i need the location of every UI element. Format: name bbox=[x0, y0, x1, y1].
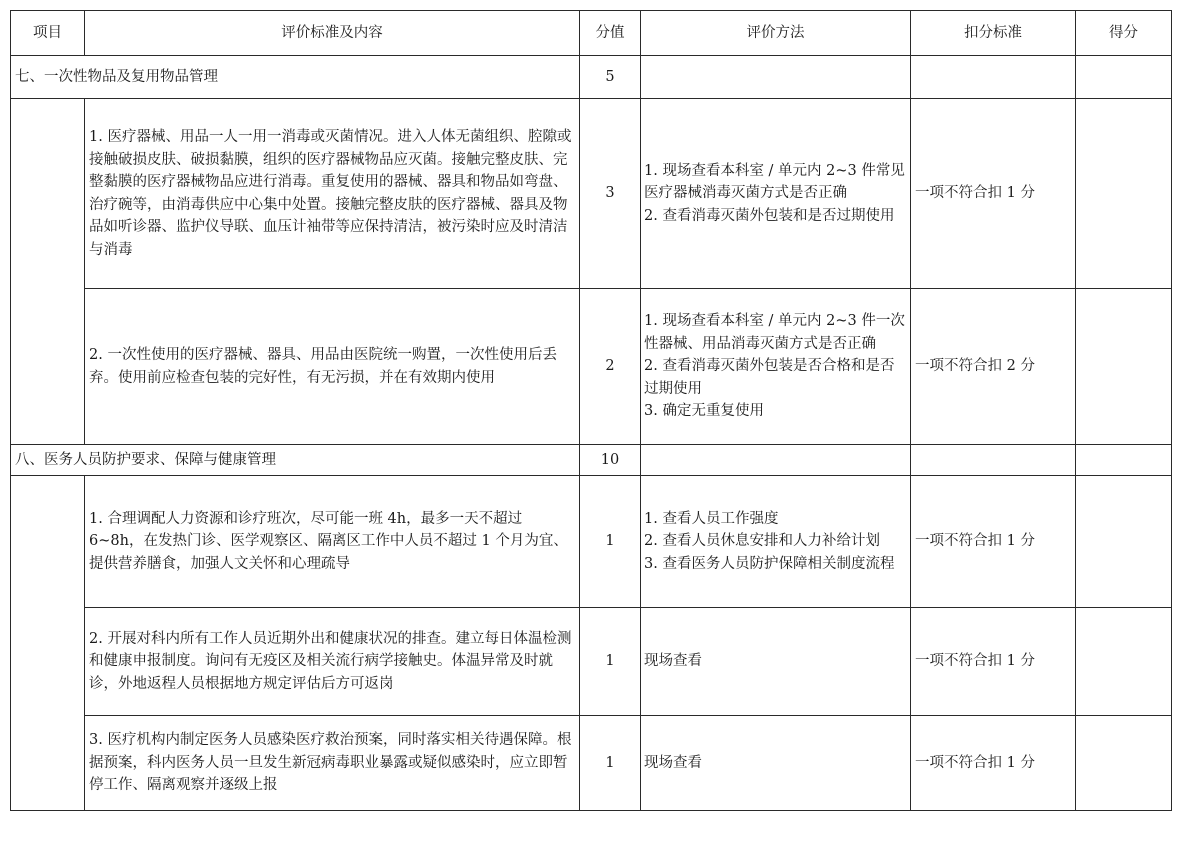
deduction-cell: 一项不符合扣 1 分 bbox=[911, 716, 1076, 811]
header-deduction: 扣分标准 bbox=[911, 11, 1076, 56]
section-title: 八、医务人员防护要求、保障与健康管理 bbox=[11, 445, 580, 476]
item-cell bbox=[11, 476, 85, 811]
result-cell bbox=[1076, 99, 1172, 289]
section-title: 七、一次性物品及复用物品管理 bbox=[11, 56, 580, 99]
method-cell: 1. 查看人员工作强度 2. 查看人员休息安排和人力补给计划 3. 查看医务人员防护保障相关制度流程 bbox=[641, 476, 911, 608]
deduction-cell: 一项不符合扣 1 分 bbox=[911, 99, 1076, 289]
header-result: 得分 bbox=[1076, 11, 1172, 56]
score-cell: 1 bbox=[580, 716, 641, 811]
score-cell: 2 bbox=[580, 289, 641, 445]
score-cell: 3 bbox=[580, 99, 641, 289]
method-cell: 现场查看 bbox=[641, 716, 911, 811]
header-method: 评价方法 bbox=[641, 11, 911, 56]
result-cell bbox=[1076, 716, 1172, 811]
section-result-cell bbox=[1076, 56, 1172, 99]
result-cell bbox=[1076, 608, 1172, 716]
deduction-cell: 一项不符合扣 1 分 bbox=[911, 476, 1076, 608]
criteria-cell: 2. 一次性使用的医疗器械、器具、用品由医院统一购置，一次性使用后丢弃。使用前应检查包装的完好性，有无污损，并在有效期内使用 bbox=[85, 289, 580, 445]
score-cell: 1 bbox=[580, 608, 641, 716]
criteria-cell: 1. 合理调配人力资源和诊疗班次，尽可能一班 4h，最多一天不超过 6~8h，在发热门诊、医学观察区、隔离区工作中人员不超过 1 个月为宜、提供营养膳食，加强人文关怀和心理疏导 bbox=[85, 476, 580, 608]
section-row bbox=[11, 445, 1172, 476]
deduction-cell: 一项不符合扣 1 分 bbox=[911, 608, 1076, 716]
header-row bbox=[11, 11, 1172, 56]
header-criteria: 评价标准及内容 bbox=[85, 11, 580, 56]
method-cell: 1. 现场查看本科室 / 单元内 2~3 件一次性器械、用品消毒灭菌方式是否正确 2. 查看消毒灭菌外包装是否合格和是否过期使用 3. 确定无重复使用 bbox=[641, 289, 911, 445]
header-item: 项目 bbox=[11, 11, 85, 56]
deduction-cell: 一项不符合扣 2 分 bbox=[911, 289, 1076, 445]
criteria-cell: 2. 开展对科内所有工作人员近期外出和健康状况的排查。建立每日体温检测和健康申报制度。询问有无疫区及相关流行病学接触史。体温异常及时就诊，外地返程人员根据地方规定评估后方可返岗 bbox=[85, 608, 580, 716]
score-cell: 1 bbox=[580, 476, 641, 608]
section-score: 5 bbox=[580, 56, 641, 99]
item-cell bbox=[11, 99, 85, 445]
section-deduction-cell bbox=[911, 56, 1076, 99]
section-row bbox=[11, 56, 1172, 99]
table-row bbox=[11, 289, 1172, 445]
section-deduction-cell bbox=[911, 445, 1076, 476]
criteria-cell: 3. 医疗机构内制定医务人员感染医疗救治预案，同时落实相关待遇保障。根据预案，科内医务人员一旦发生新冠病毒职业暴露或疑似感染时，应立即暂停工作、隔离观察并逐级上报 bbox=[85, 716, 580, 811]
header-score: 分值 bbox=[580, 11, 641, 56]
table-row bbox=[11, 608, 1172, 716]
section-method-cell bbox=[641, 445, 911, 476]
table-row bbox=[11, 99, 1172, 289]
section-method-cell bbox=[641, 56, 911, 99]
evaluation-table bbox=[10, 10, 1172, 811]
table-row bbox=[11, 716, 1172, 811]
table-row bbox=[11, 476, 1172, 608]
result-cell bbox=[1076, 289, 1172, 445]
section-score: 10 bbox=[580, 445, 641, 476]
method-cell: 现场查看 bbox=[641, 608, 911, 716]
result-cell bbox=[1076, 476, 1172, 608]
section-result-cell bbox=[1076, 445, 1172, 476]
method-cell: 1. 现场查看本科室 / 单元内 2~3 件常见医疗器械消毒灭菌方式是否正确 2. 查看消毒灭菌外包装和是否过期使用 bbox=[641, 99, 911, 289]
criteria-cell: 1. 医疗器械、用品一人一用一消毒或灭菌情况。进入人体无菌组织、腔隙或接触破损皮肤、破损黏膜，组织的医疗器械物品应灭菌。接触完整皮肤、完整黏膜的医疗器械物品应进行消毒。重复使用的器械、器具和物品如弯盘、治疗碗等，由消毒供应中心集中处置。接触完整皮肤的医疗器械、器具及物品如听诊器、监护仪导联、血压计袖带等应保持清洁，被污染时应及时清洁与消毒 bbox=[85, 99, 580, 289]
